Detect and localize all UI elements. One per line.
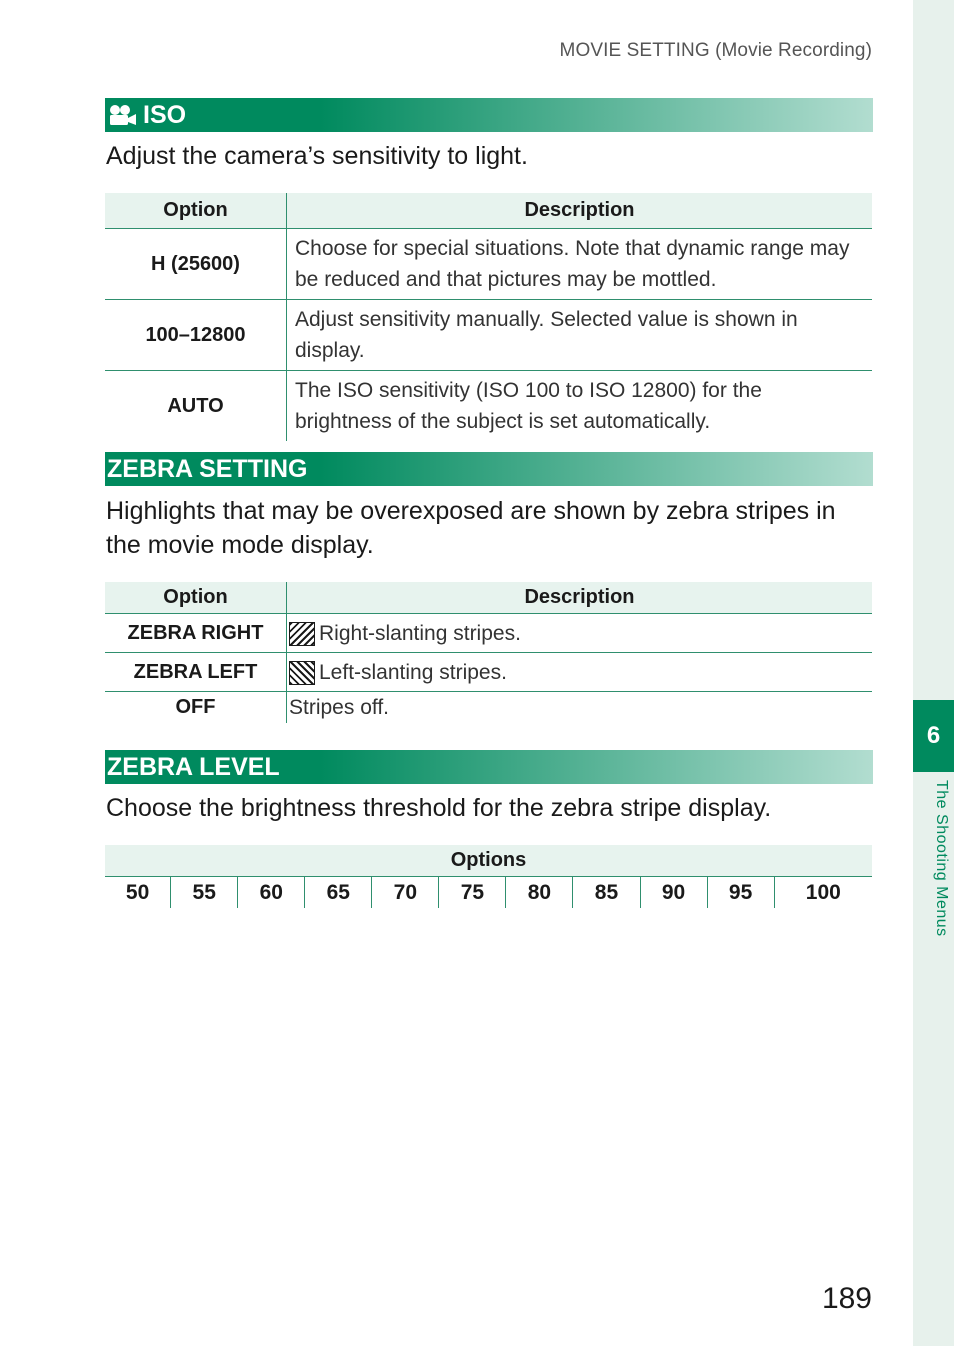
zebra-level-options-row — [105, 877, 872, 909]
zebra-level-option: 70 — [372, 877, 439, 909]
zebra-level-section-title: ZEBRA LEVEL — [107, 752, 280, 781]
option-cell: AUTO — [105, 371, 287, 442]
description-cell: Stripes off. — [289, 696, 389, 719]
option-cell: H (25600) — [105, 229, 287, 300]
description-cell: Choose for special situations. Note that dynamic range may be reduced and that pictures may be mottled. — [287, 229, 873, 300]
table-row — [105, 300, 872, 371]
description-text: Left-slanting stripes. — [319, 660, 507, 684]
description-cell: Adjust sensitivity manually. Selected value is shown in display. — [287, 300, 873, 371]
running-head: MOVIE SETTING (Movie Recording) — [559, 40, 872, 61]
zebra-right-icon — [289, 622, 315, 646]
option-cell: ZEBRA RIGHT — [105, 614, 287, 653]
iso-options-table — [105, 193, 872, 441]
zebra-level-option: 95 — [707, 877, 774, 909]
zebra-level-intro: Choose the brightness threshold for the zebra stripe display. — [106, 794, 772, 822]
description-text: Right-slanting stripes. — [319, 621, 521, 645]
table-row — [105, 692, 872, 724]
zebra-level-option: 90 — [640, 877, 707, 909]
table-header-row — [105, 582, 872, 614]
zebra-level-option: 55 — [171, 877, 238, 909]
option-cell: 100–12800 — [105, 300, 287, 371]
column-header-option: Option — [105, 582, 287, 614]
table-row — [105, 653, 872, 692]
option-cell: ZEBRA LEFT — [105, 653, 287, 692]
column-header-description: Description — [287, 582, 873, 614]
zebra-level-option: 65 — [305, 877, 372, 909]
zebra-setting-section-title: ZEBRA SETTING — [107, 454, 308, 483]
zebra-level-table — [105, 845, 872, 908]
zebra-level-option: 100 — [805, 880, 841, 904]
column-header-description: Description — [287, 193, 873, 229]
zebra-setting-table — [105, 582, 872, 723]
chapter-title: The Shooting Menus — [933, 780, 950, 937]
description-cell — [287, 653, 873, 692]
description-cell: The ISO sensitivity (ISO 100 to ISO 12800) for the brightness of the subject is set automatically. — [295, 379, 762, 433]
chapter-side-strip — [913, 0, 954, 1346]
description-cell — [287, 614, 873, 653]
iso-section-title: ISO — [143, 100, 187, 129]
column-header-option: Option — [105, 193, 287, 229]
iso-intro: Adjust the camera’s sensitivity to light. — [106, 142, 528, 170]
zebra-level-option: 75 — [439, 877, 506, 909]
zebra-level-option: 60 — [238, 877, 305, 909]
zebra-setting-section-header — [105, 452, 873, 486]
zebra-level-option: 50 — [105, 877, 171, 909]
table-header-row — [105, 845, 872, 877]
zebra-left-icon — [289, 661, 315, 685]
zebra-level-option: 80 — [506, 877, 573, 909]
zebra-level-option: 85 — [573, 877, 640, 909]
chapter-tab[interactable]: 6 — [913, 700, 954, 772]
movie-camera-icon — [107, 104, 137, 126]
zebra-setting-intro: Highlights that may be overexposed are shown by zebra stripes in the movie mode display. — [106, 497, 836, 559]
column-header-options: Options — [105, 845, 872, 877]
table-row — [105, 614, 872, 653]
table-row — [105, 371, 872, 442]
table-header-row — [105, 193, 872, 229]
iso-section-header — [105, 98, 873, 132]
zebra-level-section-header — [105, 750, 873, 784]
option-cell: OFF — [105, 692, 287, 724]
page-number: 189 — [821, 1282, 872, 1315]
table-row — [105, 229, 872, 300]
